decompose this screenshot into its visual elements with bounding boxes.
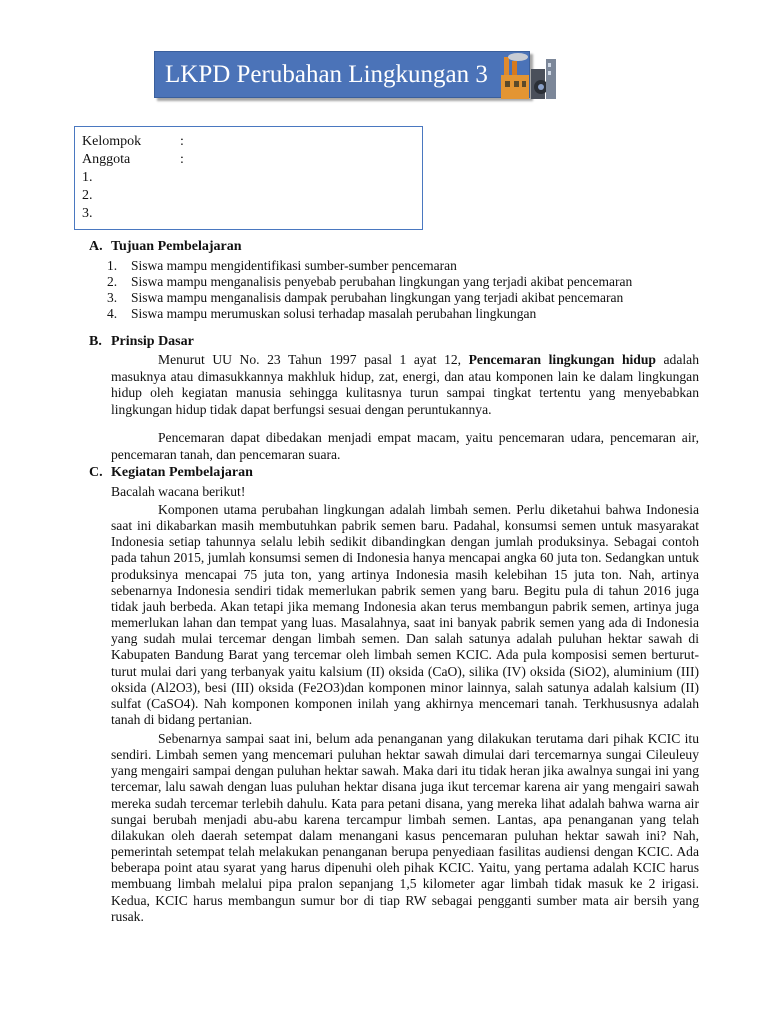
section-b-marker: B. xyxy=(89,334,102,349)
section-b-title: Prinsip Dasar xyxy=(111,334,194,349)
list-number: 4. xyxy=(107,306,118,321)
list-text: Siswa mampu mengidentifikasi sumber-sumber pencemaran xyxy=(131,258,457,273)
kelompok-colon: : xyxy=(180,134,184,149)
factory-icon xyxy=(498,51,558,103)
list-number: 1. xyxy=(107,258,118,273)
section-c-paragraph-2 xyxy=(111,731,699,925)
section-b-paragraph-1 xyxy=(111,352,699,419)
section-c-heading xyxy=(89,465,253,481)
paragraph-text: Pencemaran dapat dibedakan menjadi empat macam, yaitu pencemaran udara, pencemaran air, pencemaran tanah, dan pencemaran suara. xyxy=(111,430,699,462)
title-banner xyxy=(154,51,530,98)
page-title: LKPD Perubahan Lingkungan 3 xyxy=(165,61,488,88)
section-c-paragraph-1 xyxy=(111,502,699,728)
member-number-1: 1. xyxy=(82,170,93,185)
member-number-2: 2. xyxy=(82,188,93,203)
anggota-row xyxy=(82,151,184,169)
list-text: Siswa mampu menganalisis dampak perubahan lingkungan yang terjadi akibat pencemaran xyxy=(131,290,624,305)
member-number-3: 3. xyxy=(82,206,93,221)
group-identity-box xyxy=(74,126,423,230)
paragraph-text: Sebenarnya sampai saat ini, belum ada penanganan yang dilakukan terutama dari pihak KCIC itu sendiri. Limbah semen yang mencemari puluhan hektar sawah dimulai dari tercemarnya sungai Cileuleuy yang mengairi sampai dengan puluhan hektar sawah. Maka dari itu tidak heran jika awalnya sungai ini yang tercemar, lalu sawah dengan luas puluhan hektar disana juga ikut tercemar karena air yang mengairi sawah mereka sudah tercemar terlebih dahulu. Kata para petani disana, yang mereka lihat adalah bahwa warna air sungai berubah menjadi abu-abu karena tercampur limbah semen. Lantas, apa penanganan yang telah dilakukan oleh daerah setempat dalam menangani kasus pencemaran puluhan hektar sawah ini? Nah, pemerintah setempat telah melakukan penanganan berupa penyediaan fasilitas audiensi dengan KCIC. Ada beberapa point atau syarat yang harus dipenuhi oleh pihak KCIC. Yaitu, yang pertama adalah KCIC harus membuang limbah melalui pipa pralon sepanjang 1,5 kilometer agar limbah tidak masuk ke 2 irigasi. Kedua, KCIC harus membangun sumur bor di tiap RW sebagai pengganti sumber mata air bersih yang rusak. xyxy=(111,731,699,924)
kelompok-row xyxy=(82,133,184,151)
section-c-intro: Bacalah wacana berikut! xyxy=(111,484,246,499)
section-b-heading xyxy=(89,334,194,350)
paragraph-text: Menurut UU No. 23 Tahun 1997 pasal 1 ayat 12, xyxy=(158,352,469,367)
paragraph-text: adalah masuknya atau dimasukkannya makhluk hidup, zat, energi, dan atau komponen lain ke dalam lingkungan hidup oleh kegiatan manusia sehingga kulitasnya turun sampai tingkat tertentu yang menyebabkan lingkungan hidup tidak dapat berfungsi sesuai dengan peruntukannya. xyxy=(111,352,699,418)
list-text: Siswa mampu menganalisis penyebab perubahan lingkungan yang terjadi akibat pencemaran xyxy=(131,274,633,289)
anggota-label: Anggota xyxy=(82,152,131,167)
definition-term: Pencemaran lingkungan hidup xyxy=(468,352,656,367)
section-a-title: Tujuan Pembelajaran xyxy=(111,239,242,254)
section-a-marker: A. xyxy=(89,239,103,254)
anggota-colon: : xyxy=(180,152,184,167)
list-text: Siswa mampu merumuskan solusi terhadap masalah perubahan lingkungan xyxy=(131,306,537,321)
list-number: 3. xyxy=(107,290,118,305)
list-number: 2. xyxy=(107,274,118,289)
section-c-title: Kegiatan Pembelajaran xyxy=(111,465,253,480)
section-c-marker: C. xyxy=(89,465,103,480)
kelompok-label: Kelompok xyxy=(82,134,142,149)
section-a-heading xyxy=(89,239,242,255)
section-b-paragraph-2 xyxy=(111,430,699,463)
paragraph-text: Komponen utama perubahan lingkungan adalah limbah semen. Perlu diketahui bahwa Indonesia saat ini dikabarkan masih membutuhkan pabrik semen baru. Padahal, konsumsi semen untuk masyarakat Indonesia setiap tahunnya selalu lebih sedikit dibandingkan dengan jumlah produksinya. Sebagai contoh pada tahun 2015, jumlah konsumsi semen di Indonesia hanya mencapai angka 60 juta ton. Sedangkan untuk produksinya mencapai 75 juta ton, yang artinya Indonesia masih kelebihan 15 juta ton. Nah, artinya sebenarnya Indonesia sendiri tidak memerlukan pabrik semen yang baru. Begitu pula di tahun 2016 juga tidak jauh berbeda. Akan tetapi jika memang Indonesia akan terus membangun pabrik semen, artinya juga memerlukan lahan dan tempat yang luas. Masalahnya, saat ini banyak pabrik semen yang ada di Indonesia yang sudah mulai tercemar dengan limbah semen. Dan salah satunya adalah puluhan hektar sawah di Kabupaten Bandung Barat yang tercemar oleh limbah semen KCIC. Ada pula komposisi semen berturut-turut mulai dari yang terbanyak yaitu kalsium (II) oksida (CaO), silika (IV) oksida (SiO2), aluminium (III) oksida (Al2O3), besi (III) oksida (Fe2O3)dan komponen minor lainnya, salah satunya adalah kalsium (II) sulfat (CaSO4). Nah komponen komponen inilah yang akhirnya mencemari tanah. Terkhususnya adalah tanah di bidang pertanian. xyxy=(111,502,699,728)
